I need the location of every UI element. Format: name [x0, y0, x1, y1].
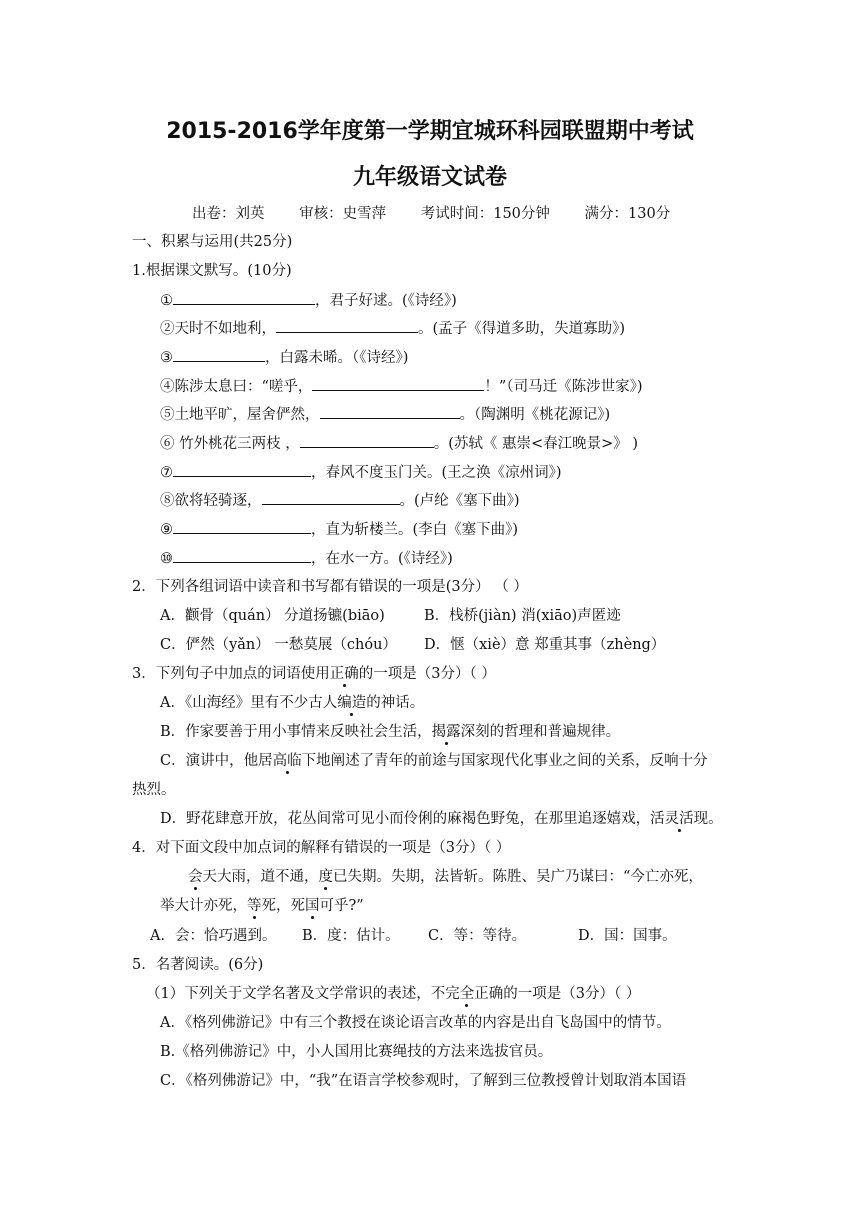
- fill-item-5: ⑤土地平旷，屋舍俨然， 。（陶渊明《桃花源记》): [160, 404, 610, 425]
- dotted-word: 等: [247, 898, 262, 914]
- dotted-word: 不完全正确: [430, 986, 504, 1002]
- passage-line-1: 会天大雨，道不通，度已失期。失期，法皆斩。陈胜、吴广乃谋曰：“今亡亦死，: [188, 869, 703, 885]
- fill-item-7: ⑦ ，春风不度玉门关。(王之涣《凉州词》): [160, 462, 562, 483]
- question-5-stem: 5．名著阅读。(6分): [132, 957, 264, 973]
- fill-item-1: ① ，君子好逑。(《诗经》): [160, 290, 457, 311]
- answer-blank[interactable]: [320, 404, 460, 419]
- question-1-stem: 1.根据课文默写。(10分): [132, 263, 292, 279]
- option-a: A．会：恰巧遇到。: [150, 928, 277, 944]
- fill-item-2: ②天时不如地利， 。(孟子《得道多助，失道寡助》): [160, 318, 625, 339]
- exam-title: 2015-2016学年度第一学期宜城环科园联盟期中考试: [166, 119, 694, 144]
- dotted-word: 活灵活现: [650, 811, 709, 827]
- sub-question-1: （1）下列关于文学名著及文学常识的表述，不完全正确的一项是（3分）（ ）: [146, 986, 641, 1002]
- option-b: B．作家要善于用小事情来反映社会生活，揭露深刻的哲理和普遍规律。: [160, 724, 621, 740]
- option-c: C．《格列佛游记》中，“我”在语言学校参观时，了解到三位教授曾计划取消本国语: [160, 1073, 687, 1089]
- answer-blank[interactable]: [300, 433, 434, 448]
- fill-item-10: ⑩ ，在水一方。(《诗经》): [160, 548, 453, 569]
- answer-blank[interactable]: [262, 490, 400, 505]
- answer-blank[interactable]: [312, 376, 484, 391]
- option-c-continued: 热烈。: [132, 782, 176, 798]
- fill-item-6: ⑥ 竹外桃花三两枝 ， 。(苏轼《 惠崇<春江晚景>》 ): [160, 433, 638, 454]
- dotted-word: 居高临下: [258, 753, 317, 769]
- score-text: 满分：130分: [584, 206, 671, 222]
- question-4-stem: 4．对下面文段中加点词的解释有错误的一项是（3分）（ ）: [132, 840, 511, 856]
- fill-item-4: ④陈涉太息曰：“嗟乎， ！”（司马迁《陈涉世家》): [160, 376, 643, 397]
- answer-blank[interactable]: [276, 318, 418, 333]
- dotted-word: 正确: [329, 666, 359, 682]
- option-b: B．栈桥(jiàn) 消(xiāo)声匿迹: [424, 608, 621, 624]
- passage-line-2: 举大计亦死，等死，死国可乎?”: [160, 898, 364, 914]
- answer-blank[interactable]: [173, 290, 315, 305]
- answer-blank[interactable]: [173, 347, 265, 362]
- answer-blank[interactable]: [173, 462, 311, 477]
- answer-blank[interactable]: [173, 548, 311, 563]
- question-2-stem: 2．下列各组词语中读音和书写都有错误的一项是(3分） （ ）: [132, 579, 528, 595]
- exam-meta: [192, 204, 700, 224]
- time-text: 考试时间：150分钟: [420, 206, 550, 222]
- exam-subtitle: 九年级语文试卷: [352, 165, 507, 190]
- fill-item-9: ⑨ ，直为斩楼兰。(李白《塞下曲》): [160, 519, 518, 540]
- option-c: C．演讲中，他居高临下地阐述了青年的前途与国家现代化事业之间的关系，反响十分: [160, 753, 708, 769]
- dotted-word: 会: [188, 869, 203, 885]
- option-a: A．颧骨（quán） 分道扬镳(biāo): [160, 608, 385, 624]
- option-c: C．等：等待。: [428, 928, 527, 944]
- option-a: A．《山海经》里有不少古人编造的神话。: [160, 695, 425, 711]
- fill-item-3: ③ ，白露未晞。（《诗经》): [160, 347, 408, 368]
- dotted-word: 编造: [337, 695, 367, 711]
- reviewer-text: 审核：史雪萍: [299, 206, 387, 222]
- option-d: D．惬（xiè）意 郑重其事（zhèng）: [424, 637, 666, 653]
- question-3-stem: 3．下列句子中加点的词语使用正确的一项是（3分）（ ）: [132, 666, 496, 682]
- option-b: B.《格列佛游记》中，小人国用比赛绳技的方法来选拔官员。: [160, 1044, 553, 1060]
- dotted-word: 国: [305, 898, 320, 914]
- dotted-word: 揭露: [431, 724, 461, 740]
- fill-item-8: ⑧欲将轻骑逐， 。(卢纶《塞下曲》): [160, 490, 520, 511]
- dotted-word: 度: [318, 869, 333, 885]
- option-d: D．国：国事。: [578, 928, 677, 944]
- option-b: B．度：估计。: [302, 928, 400, 944]
- answer-blank[interactable]: [173, 519, 311, 534]
- option-a: A．《格列佛游记》中有三个教授在谈论语言改革的内容是出自飞岛国中的情节。: [160, 1015, 671, 1031]
- author-text: 出卷：刘英: [192, 206, 265, 222]
- section-heading: 一、积累与运用(共25分): [132, 234, 293, 250]
- option-d: D．野花肆意开放，花丛间常可见小而伶俐的麻褐色野兔，在那里追逐嬉戏，活灵活现。: [160, 811, 723, 827]
- option-c: C．俨然（yǎn） 一愁莫展（chóu）: [160, 637, 397, 653]
